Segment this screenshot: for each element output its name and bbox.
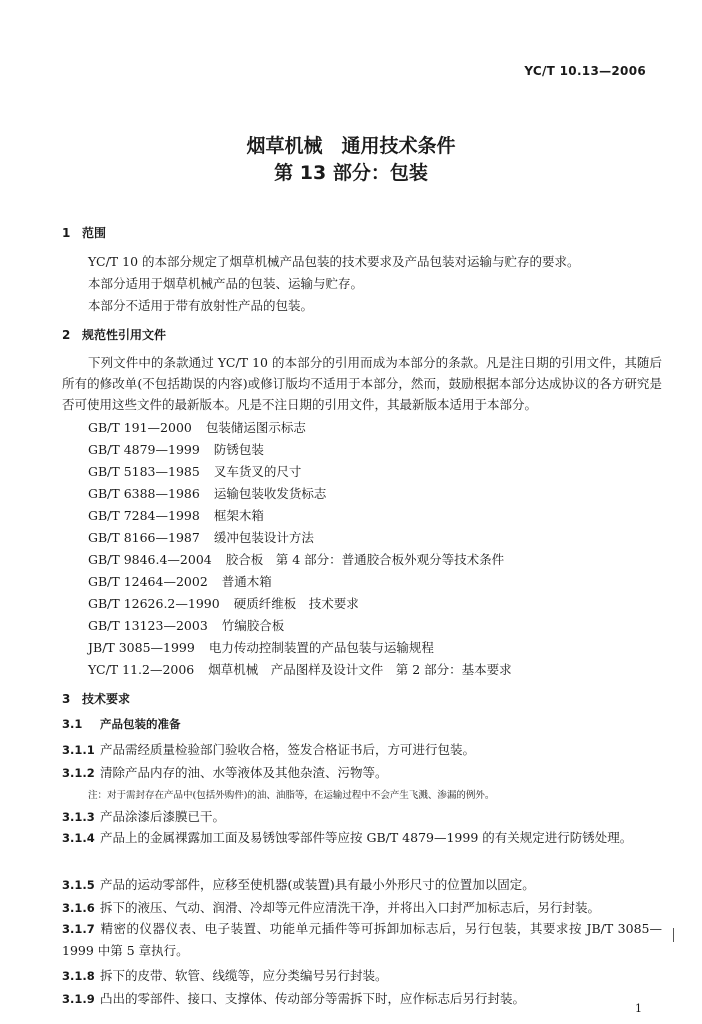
section-number: 1 xyxy=(62,226,71,240)
clause-number: 3.1.8 xyxy=(62,969,95,983)
reference-title: 普通木箱 xyxy=(221,574,272,589)
clause-3-1-1 xyxy=(62,740,475,758)
section-1-heading xyxy=(62,224,106,241)
reference-title: 缓冲包装设计方法 xyxy=(213,530,314,545)
clause-number: 3.1.2 xyxy=(62,766,95,780)
clause-text: 清除产品内存的油、水等液体及其他杂渣、污物等。 xyxy=(100,765,388,780)
references-intro: 下列文件中的条款通过 YC/T 10 的本部分的引用而成为本部分的条款。凡是注日期的引用文件，其随后所有的修改单(不包括勘误的内容)或修订版均不适用于本部分，然而，鼓励根据本部分达成协议的各方研究是否可使用这些文件的最新版本。凡是不注日期的引用文件，其最新版本适用于本部分。 xyxy=(62,355,662,412)
reference-title: 框架木箱 xyxy=(213,508,264,523)
clause-text: 拆下的液压、气动、润滑、冷却等元件应清洗干净，并将出入口封严加标志后，另行封装。 xyxy=(100,900,601,915)
clause-text: 产品需经质量检验部门验收合格，签发合格证书后，方可进行包装。 xyxy=(100,742,476,757)
page-number: 1 xyxy=(635,1002,642,1015)
reference-item xyxy=(88,462,301,480)
reference-title: 竹编胶合板 xyxy=(221,618,285,633)
reference-code: GB/T 9846.4—2004 xyxy=(88,552,212,567)
reference-code: GB/T 8166—1987 xyxy=(88,530,200,545)
reference-code: GB/T 12626.2—1990 xyxy=(88,596,220,611)
section-3-heading xyxy=(62,690,130,707)
reference-code: GB/T 13123—2003 xyxy=(88,618,208,633)
clause-3-1-2 xyxy=(62,763,388,781)
subsection-title: 产品包装的准备 xyxy=(100,717,181,731)
reference-title: 运输包装收发货标志 xyxy=(213,486,327,501)
reference-title: 包装储运图示标志 xyxy=(205,420,306,435)
clause-text: 产品上的金属裸露加工面及易锈蚀零部件等应按 GB/T 4879—1999 的有关规定进行防锈处理。 xyxy=(100,830,633,845)
section-title: 规范性引用文件 xyxy=(82,328,167,342)
reference-item xyxy=(88,550,504,568)
clause-3-1-6 xyxy=(62,898,600,916)
reference-item xyxy=(88,660,512,678)
subsection-3-1-heading xyxy=(62,716,181,732)
reference-item xyxy=(88,572,272,590)
clause-text: 产品的运动零部件，应移至使机器(或装置)具有最小外形尺寸的位置加以固定。 xyxy=(100,877,535,892)
reference-title: 防锈包装 xyxy=(213,442,264,457)
reference-code: GB/T 6388—1986 xyxy=(88,486,200,501)
clause-number: 3.1 xyxy=(62,717,83,731)
clause-text: 凸出的零部件、接口、支撑体、传动部分等需拆下时，应作标志后另行封装。 xyxy=(100,991,526,1006)
margin-mark xyxy=(673,928,674,942)
reference-code: JB/T 3085—1999 xyxy=(88,640,195,655)
standard-code: YC/T 10.13—2006 xyxy=(524,64,646,78)
reference-title: 叉车货叉的尺寸 xyxy=(213,464,302,479)
reference-title: 烟草机械 产品图样及设计文件 第 2 部分：基本要求 xyxy=(208,662,512,677)
reference-title: 硬质纤维板 技术要求 xyxy=(233,596,359,611)
reference-code: GB/T 4879—1999 xyxy=(88,442,200,457)
section-2-heading xyxy=(62,326,166,343)
reference-item xyxy=(88,484,326,502)
clause-3-1-7 xyxy=(62,918,662,962)
clause-number: 3.1.5 xyxy=(62,878,95,892)
paragraph: 本部分不适用于带有放射性产品的包装。 xyxy=(88,298,314,313)
clause-3-1-8 xyxy=(62,966,388,984)
reference-title: 胶合板 第 4 部分：普通胶合板外观分等技术条件 xyxy=(225,552,505,567)
reference-item xyxy=(88,506,264,524)
document-title: 烟草机械 通用技术条件 xyxy=(246,135,456,157)
section-number: 3 xyxy=(62,692,71,706)
paragraph: 本部分适用于烟草机械产品的包装、运输与贮存。 xyxy=(88,276,364,291)
clause-number: 3.1.1 xyxy=(62,743,95,757)
reference-item xyxy=(88,440,264,458)
clause-3-1-3 xyxy=(62,807,225,825)
reference-item xyxy=(88,638,434,656)
clause-number: 3.1.3 xyxy=(62,810,95,824)
reference-code: GB/T 5183—1985 xyxy=(88,464,200,479)
reference-code: GB/T 191—2000 xyxy=(88,420,192,435)
reference-item xyxy=(88,594,359,612)
clause-3-1-4 xyxy=(62,827,662,849)
reference-item xyxy=(88,616,284,634)
clause-text: 精密的仪器仪表、电子装置、功能单元插件等可拆卸加标志后，另行包装，其要求按 JB/T 3085—1999 中第 5 章执行。 xyxy=(62,921,662,958)
clause-number: 3.1.6 xyxy=(62,901,95,915)
section-title: 范围 xyxy=(82,226,107,240)
reference-item xyxy=(88,418,306,436)
reference-code: YC/T 11.2—2006 xyxy=(88,662,195,677)
clause-text: 产品涂漆后漆膜已干。 xyxy=(100,809,226,824)
clause-number: 3.1.4 xyxy=(62,831,95,845)
reference-item xyxy=(88,528,314,546)
clause-number: 3.1.9 xyxy=(62,992,95,1006)
paragraph: YC/T 10 的本部分规定了烟草机械产品包装的技术要求及产品包装对运输与贮存的要求。 xyxy=(88,254,580,269)
section-number: 2 xyxy=(62,328,71,342)
clause-text: 拆下的皮带、软管、线缆等，应分类编号另行封装。 xyxy=(100,968,388,983)
section-title: 技术要求 xyxy=(82,692,131,706)
document-subtitle: 第 13 部分：包装 xyxy=(274,162,428,184)
reference-title: 电力传动控制装置的产品包装与运输规程 xyxy=(208,640,434,655)
clause-3-1-9 xyxy=(62,989,525,1007)
note: 注：对于需封存在产品中(包括外购件)的油、油脂等，在运输过程中不会产生飞溅、渗漏的例外。 xyxy=(88,790,495,801)
reference-code: GB/T 12464—2002 xyxy=(88,574,208,589)
reference-code: GB/T 7284—1998 xyxy=(88,508,200,523)
clause-3-1-5 xyxy=(62,875,535,893)
clause-number: 3.1.7 xyxy=(62,922,95,936)
